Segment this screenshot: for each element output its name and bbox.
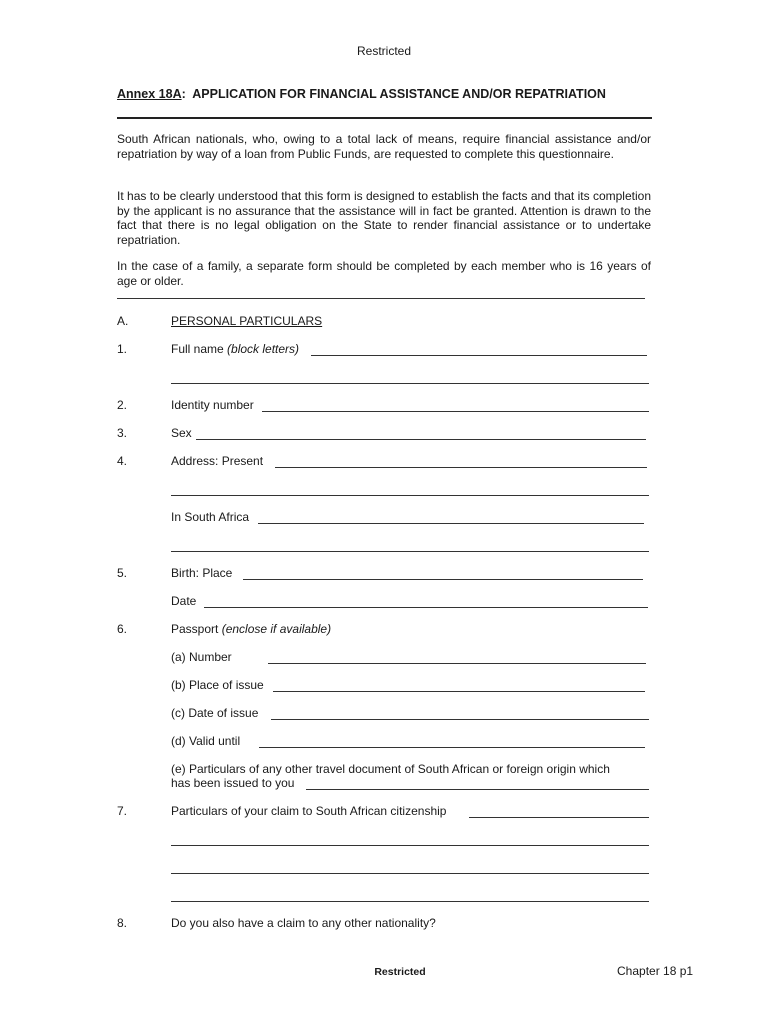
sa-address-field[interactable] [258, 523, 644, 524]
citizenship-claim-field-line-2[interactable] [171, 845, 649, 846]
q3-label: Sex [171, 426, 192, 440]
q4-sub-label: In South Africa [171, 510, 250, 524]
section-a-letter: A. [117, 314, 129, 328]
title-rule [117, 117, 652, 119]
q4-label: Address: Present [171, 454, 264, 468]
present-address-field-line-2[interactable] [171, 495, 649, 496]
document-title [117, 87, 627, 101]
q5-label: Birth: Place [171, 566, 233, 580]
q5-sub-label: Date [171, 594, 197, 608]
sa-address-field-line-2[interactable] [171, 551, 649, 552]
section-a-title: PERSONAL PARTICULARS [171, 314, 323, 328]
q6e-label-line-1: (e) Particulars of any other travel document of South African or foreign origin which [171, 762, 610, 776]
q2-label: Identity number [171, 398, 254, 412]
citizenship-claim-field-line-3[interactable] [171, 873, 649, 874]
birth-date-field[interactable] [204, 607, 648, 608]
q6-number: 6. [117, 622, 128, 636]
annex-reference: Annex 18A [117, 87, 182, 101]
q6-label [171, 622, 331, 636]
q5-number: 5. [117, 566, 128, 580]
q2-number: 2. [117, 398, 128, 412]
q1-label [171, 342, 299, 356]
q8-label: Do you also have a claim to any other nationality? [171, 916, 436, 930]
q1-hint: (block letters) [227, 342, 300, 356]
title-colon: : [181, 87, 186, 101]
q3-number: 3. [117, 426, 128, 440]
intro-paragraph-3: In the case of a family, a separate form should be completed by each member who is 16 years of age or older. [117, 259, 651, 288]
q6-label-text: Passport [171, 622, 219, 636]
citizenship-claim-field-line-4[interactable] [171, 901, 649, 902]
full-name-field[interactable] [311, 355, 647, 356]
passport-place-of-issue-field[interactable] [273, 691, 645, 692]
q1-number: 1. [117, 342, 128, 356]
intro-separator-line [117, 298, 645, 299]
q6d-label: (d) Valid until [171, 734, 241, 748]
sex-field[interactable] [196, 439, 646, 440]
header-classification: Restricted [356, 44, 412, 58]
full-name-field-line-2[interactable] [171, 383, 649, 384]
passport-valid-until-field[interactable] [259, 747, 645, 748]
footer-page-number: Chapter 18 p1 [617, 964, 694, 978]
q6c-label: (c) Date of issue [171, 706, 259, 720]
intro-paragraph-2: It has to be clearly understood that this form is designed to establish the facts and that its completion by the applicant is no assurance that the assistance will in fact be granted. Attention is drawn to the fact that there is no legal obligation on the State to render financial assistance or to undertake repatriation. [117, 189, 651, 247]
intro-paragraph-1: South African nationals, who, owing to a total lack of means, require financial assistance and/or repatriation by way of a loan from Public Funds, are requested to complete this questionnaire. [117, 132, 651, 161]
present-address-field[interactable] [275, 467, 647, 468]
birth-place-field[interactable] [243, 579, 643, 580]
q6-hint: (enclose if available) [221, 622, 332, 636]
q4-number: 4. [117, 454, 128, 468]
other-travel-document-field[interactable] [306, 789, 649, 790]
q1-label-text: Full name [171, 342, 224, 356]
q7-number: 7. [117, 804, 128, 818]
q7-label: Particulars of your claim to South African citizenship [171, 804, 447, 818]
q6e-label-line-2: has been issued to you [171, 776, 295, 790]
q8-number: 8. [117, 916, 128, 930]
identity-number-field[interactable] [262, 411, 649, 412]
title-heading: APPLICATION FOR FINANCIAL ASSISTANCE AND/OR REPATRIATION [192, 87, 606, 101]
q6a-label: (a) Number [171, 650, 232, 664]
footer-classification: Restricted [374, 966, 426, 978]
citizenship-claim-field[interactable] [469, 817, 649, 818]
passport-number-field[interactable] [268, 663, 646, 664]
passport-date-of-issue-field[interactable] [271, 719, 649, 720]
q6b-label: (b) Place of issue [171, 678, 264, 692]
